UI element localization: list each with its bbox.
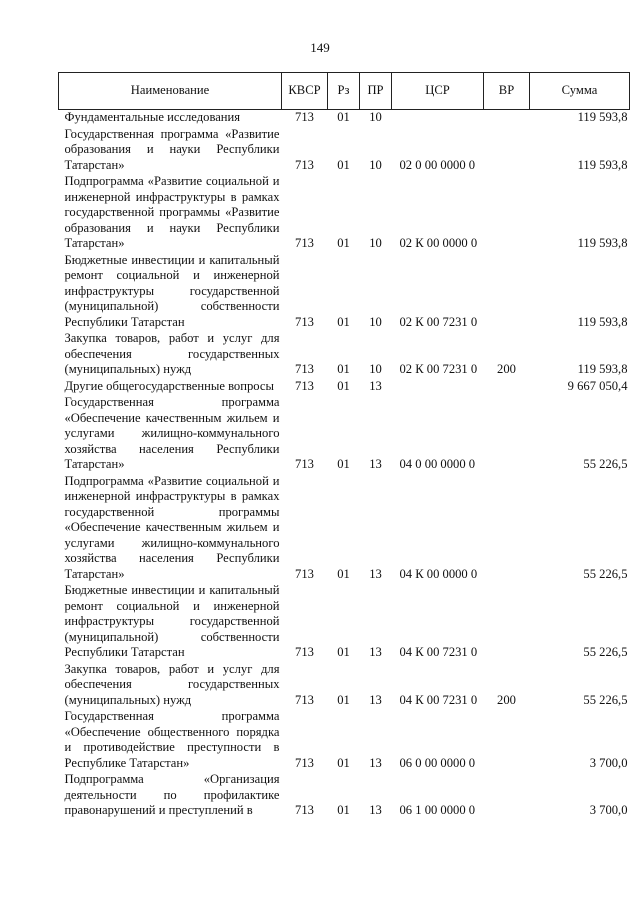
header-pr: ПР xyxy=(360,73,392,110)
row-sum: 119 593,8 xyxy=(577,236,628,250)
header-name: Наименование xyxy=(59,73,282,110)
row-pr: 13 xyxy=(369,692,382,707)
row-name: Закупка товаров, работ и услуг для обеспечения государственных (муниципальных) нужд xyxy=(64,331,280,376)
row-kvsr: 713 xyxy=(295,803,314,817)
row-vr xyxy=(484,395,530,474)
row-rz: 01 xyxy=(337,566,350,581)
row-vr xyxy=(484,379,530,396)
page-number: 149 xyxy=(310,40,330,55)
row-name: Государственная программа «Развитие образования и науки Республики Татарстан» xyxy=(64,126,280,172)
row-csr: 04 К 00 0000 0 xyxy=(399,566,478,581)
row-csr: 06 1 00 0000 0 xyxy=(399,803,476,817)
row-vr xyxy=(484,583,530,662)
row-vr xyxy=(484,127,530,175)
row-rz: 01 xyxy=(337,457,350,471)
row-pr: 13 xyxy=(369,803,382,817)
row-kvsr: 713 xyxy=(295,692,314,707)
row-kvsr: 713 xyxy=(295,566,314,581)
row-name: Подпрограмма «Развитие социальной и инженерной инфраструктуры в рамках государственной программы «Развитие образования и науки Республики Татарстан» xyxy=(64,174,280,250)
row-kvsr: 713 xyxy=(295,378,314,393)
row-sum: 55 226,5 xyxy=(583,692,628,707)
row-pr: 10 xyxy=(369,110,382,124)
row-sum: 55 226,5 xyxy=(583,645,628,659)
row-pr: 10 xyxy=(369,157,382,172)
row-vr: 200 xyxy=(497,692,516,707)
row-kvsr: 713 xyxy=(295,157,314,172)
row-sum: 9 667 050,4 xyxy=(567,378,628,393)
row-csr xyxy=(392,379,484,396)
row-rz: 01 xyxy=(337,157,350,172)
row-rz: 01 xyxy=(337,645,350,659)
row-rz: 01 xyxy=(337,362,350,376)
header-vr: ВР xyxy=(484,73,530,110)
row-pr: 13 xyxy=(369,378,382,393)
table-row xyxy=(59,709,630,772)
row-pr: 10 xyxy=(369,314,382,329)
row-vr xyxy=(484,709,530,772)
row-name: Подпрограмма «Организация деятельности по профилактике правонарушений и преступлений в xyxy=(64,772,280,817)
row-kvsr: 713 xyxy=(295,362,314,376)
row-sum: 3 700,0 xyxy=(589,755,628,770)
table-row xyxy=(59,253,630,332)
row-name: Бюджетные инвестиции и капитальный ремонт социальной и инженерной инфраструктуры государственной (муниципальной) собственности Республики Татарстан xyxy=(64,583,280,659)
row-rz: 01 xyxy=(337,755,350,770)
row-kvsr: 713 xyxy=(295,236,314,250)
row-rz: 01 xyxy=(337,692,350,707)
row-csr: 02 К 00 7231 0 xyxy=(399,314,478,329)
table-row xyxy=(59,772,630,820)
row-vr xyxy=(484,110,530,127)
row-vr: 200 xyxy=(497,362,516,376)
row-name: Государственная программа «Обеспечение общественного порядка и противодействие преступности в Республике Татарстан» xyxy=(64,709,280,770)
row-sum: 119 593,8 xyxy=(577,314,628,329)
table-row xyxy=(59,474,630,584)
row-csr: 02 К 00 0000 0 xyxy=(399,236,478,250)
row-rz: 01 xyxy=(337,378,350,393)
row-pr: 13 xyxy=(369,457,382,471)
row-rz: 01 xyxy=(337,803,350,817)
row-pr: 13 xyxy=(369,566,382,581)
header-csr: ЦСР xyxy=(392,73,484,110)
row-kvsr: 713 xyxy=(295,457,314,471)
table-header-row xyxy=(59,73,630,110)
table-row xyxy=(59,110,630,127)
row-vr xyxy=(484,174,530,253)
row-vr xyxy=(484,474,530,584)
row-csr xyxy=(392,110,484,127)
row-rz: 01 xyxy=(337,314,350,329)
row-name: Государственная программа «Обеспечение качественным жильем и услугами жилищно-коммунального хозяйства населения Республики Татарстан» xyxy=(64,395,280,471)
table-row xyxy=(59,127,630,175)
table-row xyxy=(59,331,630,379)
table-row xyxy=(59,174,630,253)
row-rz: 01 xyxy=(337,236,350,250)
row-csr: 04 К 00 7231 0 xyxy=(399,645,478,659)
row-csr: 04 0 00 0000 0 xyxy=(399,457,476,471)
row-name: Бюджетные инвестиции и капитальный ремонт социальной и инженерной инфраструктуры государственной (муниципальной) собственности Республики Татарстан xyxy=(64,252,280,329)
row-csr: 02 0 00 0000 0 xyxy=(399,157,476,172)
row-pr: 10 xyxy=(369,236,382,250)
header-rz: Рз xyxy=(328,73,360,110)
table-row xyxy=(59,379,630,396)
header-sum: Сумма xyxy=(530,73,630,110)
row-csr: 04 К 00 7231 0 xyxy=(399,692,478,707)
row-rz: 01 xyxy=(337,110,350,124)
row-sum: 119 593,8 xyxy=(577,157,628,172)
row-name: Другие общегосударственные вопросы xyxy=(64,378,274,393)
row-pr: 10 xyxy=(369,362,382,376)
table-row xyxy=(59,662,630,710)
row-kvsr: 713 xyxy=(295,755,314,770)
row-kvsr: 713 xyxy=(295,110,314,124)
row-kvsr: 713 xyxy=(295,314,314,329)
budget-table xyxy=(58,72,630,820)
row-sum: 3 700,0 xyxy=(589,803,628,817)
row-vr xyxy=(484,253,530,332)
row-name: Подпрограмма «Развитие социальной и инженерной инфраструктуры в рамках государственной программы «Обеспечение качественным жильем и услугами жилищно-коммунального хозяйства населения Республики Татарстан» xyxy=(64,473,280,581)
row-sum: 119 593,8 xyxy=(577,362,628,376)
row-name: Закупка товаров, работ и услуг для обеспечения государственных (муниципальных) нужд xyxy=(64,661,280,707)
row-csr: 02 К 00 7231 0 xyxy=(399,362,478,376)
row-sum: 55 226,5 xyxy=(583,457,628,471)
row-name: Фундаментальные исследования xyxy=(64,110,241,124)
header-kvsr: КВСР xyxy=(282,73,328,110)
row-pr: 13 xyxy=(369,755,382,770)
row-vr xyxy=(484,772,530,820)
row-pr: 13 xyxy=(369,645,382,659)
row-sum: 119 593,8 xyxy=(577,110,628,124)
row-csr: 06 0 00 0000 0 xyxy=(399,755,476,770)
table-row xyxy=(59,583,630,662)
table-row xyxy=(59,395,630,474)
row-sum: 55 226,5 xyxy=(583,566,628,581)
row-kvsr: 713 xyxy=(295,645,314,659)
